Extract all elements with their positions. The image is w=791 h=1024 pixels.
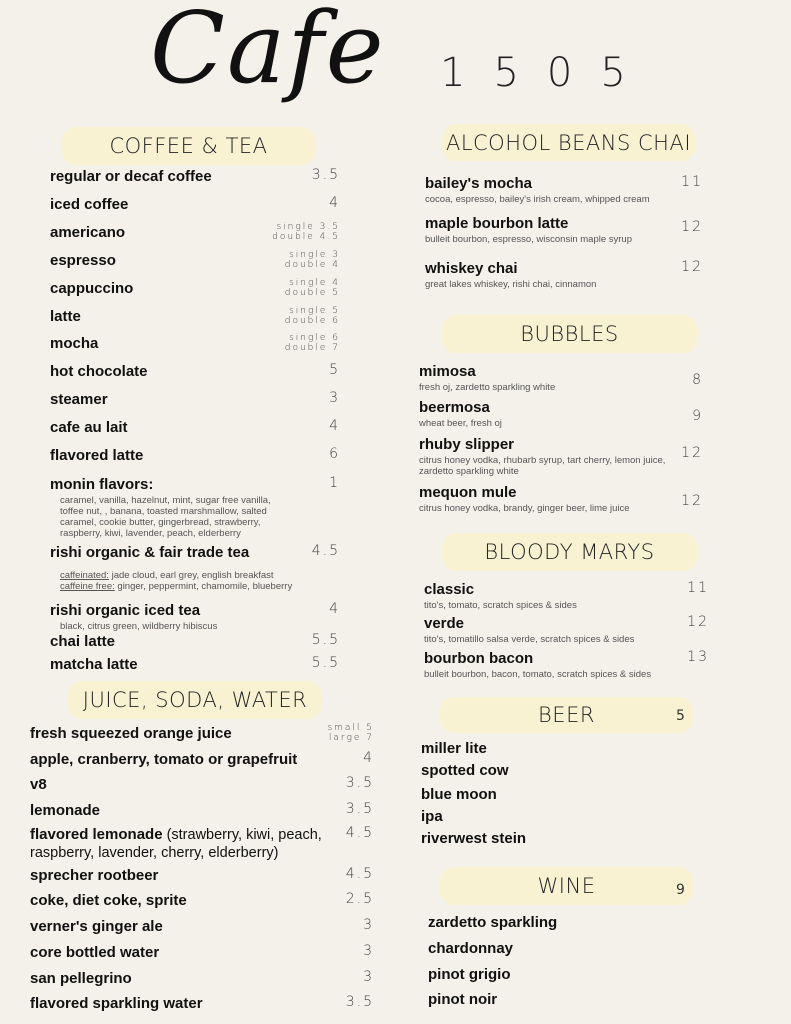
item-price: 4 xyxy=(329,418,340,434)
item-description: cocoa, espresso, bailey's irish cream, whipped cream xyxy=(425,194,650,205)
section-header-bloody-marys: BLOODY MARYS xyxy=(442,533,697,571)
item-price: 3.5 xyxy=(345,994,374,1010)
item-name-text: espresso xyxy=(50,252,116,269)
tea-varieties xyxy=(60,570,295,592)
item-description: citrus honey vodka, rhubarb syrup, tart cherry, lemon juice, zardetto sparkling white xyxy=(419,455,666,477)
item-price: 3 xyxy=(363,917,374,933)
item-name xyxy=(30,776,330,793)
item-name-text: coke, diet coke, sprite xyxy=(30,892,187,909)
item-name xyxy=(30,802,330,819)
item-name-text: steamer xyxy=(50,391,108,408)
item-name-text: whiskey chai xyxy=(425,260,518,277)
tea-line-label: caffeinated: xyxy=(60,570,109,581)
section-header-wine: WINE xyxy=(440,867,693,905)
item-name xyxy=(424,615,679,632)
item-name xyxy=(50,633,295,650)
item-price-size: single 3 xyxy=(289,250,340,260)
item-name xyxy=(425,215,675,232)
menu-item xyxy=(30,944,330,961)
item-name xyxy=(425,260,675,277)
item-price: 4.5 xyxy=(345,866,374,882)
item-name xyxy=(419,363,674,380)
item-name xyxy=(421,830,671,847)
item-price: 3 xyxy=(363,943,374,959)
cafe-number: 1505 xyxy=(440,50,654,96)
item-name xyxy=(50,447,295,464)
item-name-text: regular or decaf coffee xyxy=(50,168,212,185)
menu-item xyxy=(30,725,330,742)
item-name-text: mequon mule xyxy=(419,484,517,501)
tea-line xyxy=(60,581,295,592)
menu-item xyxy=(30,776,330,793)
tea-line xyxy=(60,570,295,581)
menu-item xyxy=(50,196,295,213)
menu-item xyxy=(50,476,295,539)
item-price-size: single 3.5 xyxy=(276,222,340,232)
item-price: 12 xyxy=(681,219,703,235)
item-price-size: single 5 xyxy=(289,306,340,316)
item-price-size: large 7 xyxy=(328,733,374,743)
menu-item xyxy=(30,867,330,884)
item-name xyxy=(50,335,295,352)
item-name xyxy=(425,175,675,192)
menu-item xyxy=(425,215,675,245)
item-price: 3.5 xyxy=(345,801,374,817)
item-price: 12 xyxy=(681,493,703,509)
item-name xyxy=(50,419,295,436)
item-name-text: v8 xyxy=(30,776,47,793)
item-name-text: verde xyxy=(424,615,465,632)
item-name xyxy=(30,725,330,742)
menu-item xyxy=(419,484,674,514)
menu-item xyxy=(30,751,330,768)
menu-item xyxy=(50,280,295,297)
item-price: 3 xyxy=(363,969,374,985)
menu-item xyxy=(421,830,671,847)
item-name xyxy=(421,786,671,803)
item-price: 3 xyxy=(329,390,340,406)
menu-item xyxy=(421,808,671,825)
item-name-text: chai latte xyxy=(50,633,116,650)
item-name xyxy=(50,196,295,213)
item-price: 6 xyxy=(329,446,340,462)
item-name-text: flavored lemonade xyxy=(30,826,163,843)
item-name-text: pinot grigio xyxy=(428,966,511,983)
item-price-size: double 6 xyxy=(284,316,340,326)
section-header-alcohol: ALCOHOL BEANS CHAI xyxy=(442,124,695,161)
item-name-text: flavored sparkling water xyxy=(30,995,203,1012)
item-price: 8 xyxy=(692,372,703,388)
section-header-juice: JUICE, SODA, WATER xyxy=(68,681,322,719)
cafe-logo-script: Cafe xyxy=(150,0,386,106)
item-name-text: lemonade xyxy=(30,802,101,819)
menu-item xyxy=(50,335,295,352)
item-name-text: mimosa xyxy=(419,363,476,380)
menu-item xyxy=(50,544,295,592)
item-name xyxy=(50,363,295,380)
item-name xyxy=(30,995,330,1012)
item-description: tito's, tomato, scratch spices & sides xyxy=(424,600,577,611)
item-name-text: chardonnay xyxy=(428,940,514,957)
item-name-text: mocha xyxy=(50,335,99,352)
section-header-bubbles: BUBBLES xyxy=(442,315,697,353)
item-name xyxy=(30,751,330,768)
item-name xyxy=(50,544,295,561)
item-price-size: double 4.5 xyxy=(272,232,340,242)
item-name-text: bourbon bacon xyxy=(424,650,534,667)
menu-item xyxy=(30,826,330,862)
item-name-text: miller lite xyxy=(421,740,487,757)
item-price-sizes xyxy=(285,278,340,298)
item-price-sizes xyxy=(327,723,374,743)
item-price: 5.5 xyxy=(311,632,340,648)
item-name-text: blue moon xyxy=(421,786,497,803)
menu-item xyxy=(424,615,679,645)
item-name-text: rishi organic & fair trade tea xyxy=(50,544,250,561)
item-name xyxy=(30,826,330,862)
menu-item xyxy=(50,656,295,673)
item-price-size: double 4 xyxy=(284,260,340,270)
tea-line-label: caffeine free: xyxy=(60,581,115,592)
item-description: great lakes whiskey, rishi chai, cinnamon xyxy=(425,279,597,290)
menu-item xyxy=(50,224,295,241)
item-name-text: matcha latte xyxy=(50,656,138,673)
menu-item xyxy=(428,991,678,1008)
menu-item xyxy=(424,581,679,611)
item-name-text: core bottled water xyxy=(30,944,160,961)
item-description: wheat beer, fresh oj xyxy=(419,418,502,429)
item-name-text: san pellegrino xyxy=(30,970,132,987)
item-name xyxy=(421,740,671,757)
item-price-size: small 5 xyxy=(327,723,374,733)
item-name xyxy=(50,224,295,241)
item-name xyxy=(424,650,679,667)
item-name-text: pinot noir xyxy=(428,991,498,1008)
wine-price: 9 xyxy=(676,882,685,898)
menu-item xyxy=(421,786,671,803)
item-name-text: beermosa xyxy=(419,399,490,416)
menu-item xyxy=(50,419,295,436)
item-price: 12 xyxy=(681,259,703,275)
item-price: 1 xyxy=(329,475,340,491)
item-price: 4.5 xyxy=(345,825,374,841)
item-name xyxy=(30,918,330,935)
item-name xyxy=(50,280,295,297)
item-price-sizes xyxy=(285,306,340,326)
item-price: 4 xyxy=(363,750,374,766)
menu-item xyxy=(428,914,678,931)
menu-item xyxy=(421,762,671,779)
menu-item xyxy=(50,391,295,408)
item-description: caramel, vanilla, hazelnut, mint, sugar free vanilla, toffee nut, , banana, toasted marshmallow, salted caramel, cookie butter, gingerbread, strawberry, raspberry, kiwi, lavender, peach, elderberry xyxy=(60,495,271,539)
menu-item xyxy=(50,168,295,185)
item-price: 4 xyxy=(329,195,340,211)
item-name-text: latte xyxy=(50,308,81,325)
item-name xyxy=(428,940,678,957)
item-flavor-note: (strawberry, kiwi, peach, raspberry, lavender, cherry, elderberry) xyxy=(30,827,322,861)
item-name-text: ipa xyxy=(421,808,443,825)
menu-item xyxy=(50,363,295,380)
item-name-text: flavored latte xyxy=(50,447,144,464)
item-price: 4.5 xyxy=(311,543,340,559)
menu-item xyxy=(50,308,295,325)
menu-item xyxy=(50,447,295,464)
section-header-coffee-tea: COFFEE & TEA xyxy=(62,127,315,165)
item-name xyxy=(30,970,330,987)
item-name-text: apple, cranberry, tomato or grapefruit xyxy=(30,751,298,768)
item-name xyxy=(30,892,330,909)
item-name-text: bailey's mocha xyxy=(425,175,532,192)
item-name xyxy=(428,914,678,931)
item-description: tito's, tomatillo salsa verde, scratch spices & sides xyxy=(424,634,635,645)
item-name-text: maple bourbon latte xyxy=(425,215,569,232)
item-name xyxy=(30,944,330,961)
item-price: 3.5 xyxy=(311,167,340,183)
item-price-sizes xyxy=(285,333,340,353)
menu-item xyxy=(425,175,675,205)
item-name xyxy=(30,867,330,884)
menu-item xyxy=(50,252,295,269)
menu-item xyxy=(419,363,674,393)
menu-item xyxy=(419,436,674,477)
item-name-text: cappuccino xyxy=(50,280,134,297)
tea-line-text: ginger, peppermint, chamomile, blueberry xyxy=(114,581,293,592)
item-description: black, citrus green, wildberry hibiscus xyxy=(60,621,218,632)
item-price: 11 xyxy=(687,580,709,596)
item-price-size: single 6 xyxy=(289,333,340,343)
section-header-beer: BEER xyxy=(440,697,693,733)
menu-item xyxy=(424,650,679,680)
item-price-size: single 4 xyxy=(289,278,340,288)
item-name xyxy=(50,656,295,673)
item-price: 2.5 xyxy=(345,891,374,907)
item-price: 9 xyxy=(692,408,703,424)
item-description: bulleit bourbon, bacon, tomato, scratch spices & sides xyxy=(424,669,652,680)
item-name-text: cafe au lait xyxy=(50,419,128,436)
beer-price: 5 xyxy=(676,708,685,724)
item-name-text: monin flavors: xyxy=(50,476,154,493)
item-name-text: riverwest stein xyxy=(421,830,527,847)
item-price-sizes xyxy=(285,250,340,270)
item-name xyxy=(50,476,295,493)
item-name xyxy=(50,252,295,269)
item-description: citrus honey vodka, brandy, ginger beer, lime juice xyxy=(419,503,630,514)
item-price-sizes xyxy=(272,222,340,242)
menu-item xyxy=(425,260,675,290)
item-name xyxy=(419,399,674,416)
item-name-text: rhuby slipper xyxy=(419,436,515,453)
item-name xyxy=(50,602,295,619)
item-name-text: hot chocolate xyxy=(50,363,148,380)
menu-item xyxy=(50,602,295,632)
menu-item xyxy=(428,966,678,983)
menu-item xyxy=(419,399,674,429)
item-name xyxy=(424,581,679,598)
item-name xyxy=(428,991,678,1008)
item-name-text: verner's ginger ale xyxy=(30,918,163,935)
item-name-text: spotted cow xyxy=(421,762,509,779)
menu-item xyxy=(421,740,671,757)
item-name xyxy=(419,484,674,501)
item-price: 12 xyxy=(687,614,709,630)
tea-line-text: jade cloud, earl grey, english breakfast xyxy=(108,570,274,581)
item-price: 12 xyxy=(681,445,703,461)
item-price: 13 xyxy=(687,649,709,665)
item-description: fresh oj, zardetto sparkling white xyxy=(419,382,556,393)
item-name xyxy=(50,308,295,325)
item-price-size: double 5 xyxy=(284,288,340,298)
item-price-size: double 7 xyxy=(284,343,340,353)
item-name xyxy=(421,808,671,825)
item-description: bulleit bourbon, espresso, wisconsin maple syrup xyxy=(425,234,632,245)
item-name-text: americano xyxy=(50,224,126,241)
item-name-text: iced coffee xyxy=(50,196,129,213)
item-name-text: sprecher rootbeer xyxy=(30,867,159,884)
item-name-text: classic xyxy=(424,581,475,598)
item-name-text: rishi organic iced tea xyxy=(50,602,201,619)
item-name xyxy=(50,168,295,185)
menu-item xyxy=(50,633,295,650)
item-name xyxy=(419,436,674,453)
menu-item xyxy=(30,802,330,819)
item-price: 4 xyxy=(329,601,340,617)
item-name xyxy=(428,966,678,983)
item-price: 11 xyxy=(681,174,703,190)
menu-item xyxy=(30,970,330,987)
item-price: 3.5 xyxy=(345,775,374,791)
item-name-text: zardetto sparkling xyxy=(428,914,558,931)
item-price: 5 xyxy=(329,362,340,378)
item-name xyxy=(421,762,671,779)
menu-item xyxy=(30,892,330,909)
item-name-text: fresh squeezed orange juice xyxy=(30,725,232,742)
menu-item xyxy=(30,995,330,1012)
item-name xyxy=(50,391,295,408)
item-price: 5.5 xyxy=(311,655,340,671)
menu-item xyxy=(30,918,330,935)
menu-item xyxy=(428,940,678,957)
